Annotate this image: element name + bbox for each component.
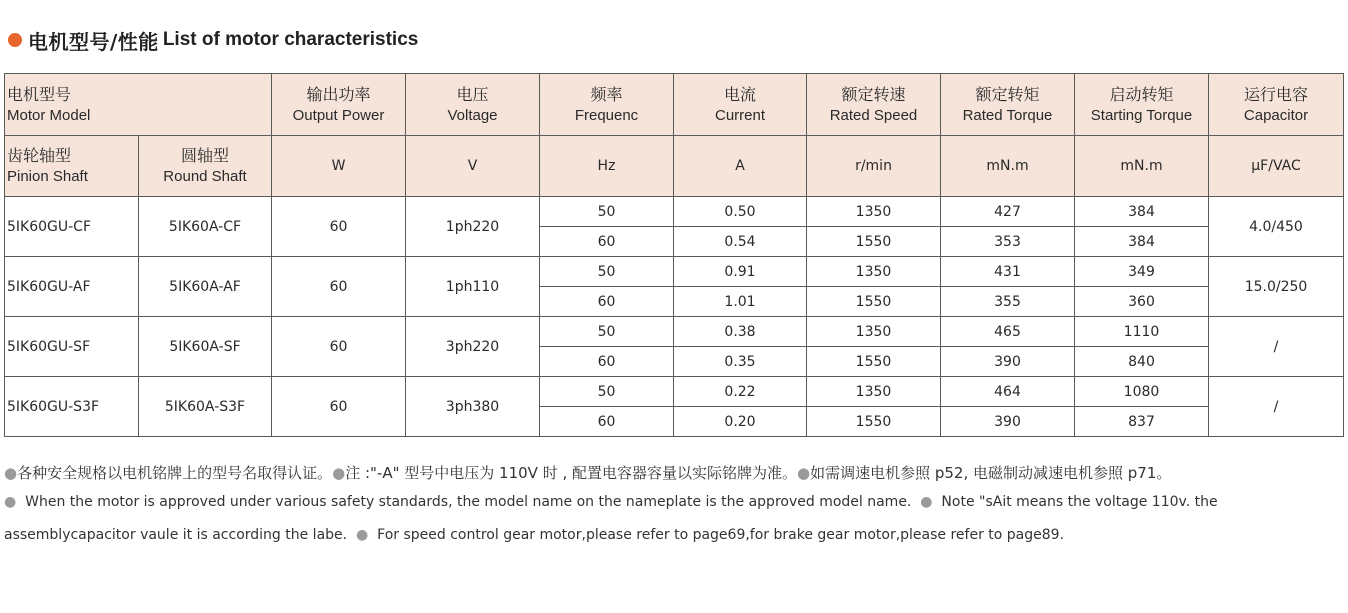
cell-pinion-shaft: 5IK60GU-SF <box>5 317 139 377</box>
cell-voltage: 1ph220 <box>406 197 540 257</box>
cell-starting-torque: 840 <box>1075 347 1209 377</box>
cell-voltage: 3ph220 <box>406 317 540 377</box>
cell-rated-torque: 353 <box>941 227 1075 257</box>
header-row-1 <box>5 74 1344 136</box>
cell-current: 0.20 <box>674 407 807 437</box>
header-output-power: 输出功率 Output Power <box>272 74 406 136</box>
cell-starting-torque: 360 <box>1075 287 1209 317</box>
cell-starting-torque: 837 <box>1075 407 1209 437</box>
header-row-2 <box>5 136 1344 197</box>
cell-starting-torque: 1080 <box>1075 377 1209 407</box>
cell-rated-torque: 427 <box>941 197 1075 227</box>
cell-frequency: 60 <box>540 407 674 437</box>
note-bullet-icon: ● <box>4 494 17 510</box>
unit-starting-torque: mN.m <box>1075 136 1209 197</box>
note-en-3: For speed control gear motor,please refer to page69,for brake gear motor,please refer to page89. <box>377 527 1065 543</box>
note-bullet-icon: ● <box>4 464 18 482</box>
cell-capacitor: 15.0/250 <box>1209 257 1344 317</box>
unit-power: W <box>272 136 406 197</box>
header-rated-speed: 额定转速 Rated Speed <box>807 74 941 136</box>
header-frequency: 频率 Frequenc <box>540 74 674 136</box>
cell-frequency: 50 <box>540 317 674 347</box>
cell-round-shaft: 5IK60A-AF <box>139 257 272 317</box>
cell-frequency: 50 <box>540 377 674 407</box>
cell-round-shaft: 5IK60A-SF <box>139 317 272 377</box>
section-title <box>8 26 418 54</box>
cell-current: 0.38 <box>674 317 807 347</box>
cell-rated-speed: 1550 <box>807 347 941 377</box>
cell-current: 0.22 <box>674 377 807 407</box>
note-zh-2: 注 :"-A" 型号中电压为 110V 时 , 配置电容器容量以实际铭牌为准。 <box>345 464 797 482</box>
cell-current: 0.54 <box>674 227 807 257</box>
header-current: 电流 Current <box>674 74 807 136</box>
cell-frequency: 60 <box>540 347 674 377</box>
cell-starting-torque: 384 <box>1075 197 1209 227</box>
cell-rated-speed: 1350 <box>807 377 941 407</box>
table-row <box>5 257 1344 287</box>
unit-torque: mN.m <box>941 136 1075 197</box>
note-zh-3: 如需调速电机参照 p52, 电磁制动减速电机参照 p71。 <box>810 464 1172 482</box>
cell-output-power: 60 <box>272 377 406 437</box>
cell-starting-torque: 1110 <box>1075 317 1209 347</box>
cell-frequency: 60 <box>540 287 674 317</box>
cell-rated-torque: 465 <box>941 317 1075 347</box>
notes <box>4 461 1344 552</box>
table-row <box>5 197 1344 227</box>
note-bullet-icon: ● <box>332 464 346 482</box>
cell-frequency: 50 <box>540 257 674 287</box>
notes-zh <box>4 461 1344 486</box>
note-bullet-icon: ● <box>356 527 369 543</box>
header-capacitor: 运行电容 Capacitor <box>1209 74 1344 136</box>
cell-rated-torque: 390 <box>941 407 1075 437</box>
cell-frequency: 50 <box>540 197 674 227</box>
table-row <box>5 317 1344 347</box>
note-en-2: Note "sAit means the voltage 110v. the assemblycapacitor vaule it is according the labe. <box>4 494 1218 543</box>
cell-voltage: 1ph110 <box>406 257 540 317</box>
note-zh-1: 各种安全规格以电机铭牌上的型号名取得认证。 <box>17 464 333 482</box>
cell-rated-speed: 1550 <box>807 287 941 317</box>
cell-rated-speed: 1350 <box>807 197 941 227</box>
bullet-dot-icon <box>8 33 22 47</box>
cell-current: 0.91 <box>674 257 807 287</box>
table-row <box>5 377 1344 407</box>
note-en-1: When the motor is approved under various safety standards, the model name on the nameplate is the approved model name. <box>25 494 912 510</box>
cell-pinion-shaft: 5IK60GU-CF <box>5 197 139 257</box>
cell-rated-torque: 464 <box>941 377 1075 407</box>
unit-speed: r/min <box>807 136 941 197</box>
title-en: List of motor characteristics <box>162 29 419 50</box>
cell-rated-torque: 431 <box>941 257 1075 287</box>
unit-frequency: Hz <box>540 136 674 197</box>
cell-rated-speed: 1550 <box>807 227 941 257</box>
cell-starting-torque: 349 <box>1075 257 1209 287</box>
unit-capacitor: μF/VAC <box>1209 136 1344 197</box>
header-round-shaft: 圆轴型 Round Shaft <box>139 136 272 197</box>
cell-capacitor: / <box>1209 377 1344 437</box>
note-bullet-icon: ● <box>797 464 811 482</box>
cell-output-power: 60 <box>272 197 406 257</box>
header-voltage: 电压 Voltage <box>406 74 540 136</box>
cell-rated-speed: 1350 <box>807 317 941 347</box>
header-starting-torque: 启动转矩 Starting Torque <box>1075 74 1209 136</box>
cell-output-power: 60 <box>272 257 406 317</box>
cell-current: 1.01 <box>674 287 807 317</box>
title-zh: 电机型号/性能 <box>28 29 159 54</box>
cell-rated-speed: 1350 <box>807 257 941 287</box>
motor-spec-table <box>4 73 1344 437</box>
cell-voltage: 3ph380 <box>406 377 540 437</box>
note-bullet-icon: ● <box>920 494 933 510</box>
cell-frequency: 60 <box>540 227 674 257</box>
cell-rated-torque: 355 <box>941 287 1075 317</box>
header-rated-torque: 额定转矩 Rated Torque <box>941 74 1075 136</box>
cell-starting-torque: 384 <box>1075 227 1209 257</box>
cell-pinion-shaft: 5IK60GU-AF <box>5 257 139 317</box>
cell-round-shaft: 5IK60A-CF <box>139 197 272 257</box>
unit-voltage: V <box>406 136 540 197</box>
unit-current: A <box>674 136 807 197</box>
cell-capacitor: / <box>1209 317 1344 377</box>
cell-rated-speed: 1550 <box>807 407 941 437</box>
cell-current: 0.50 <box>674 197 807 227</box>
cell-output-power: 60 <box>272 317 406 377</box>
cell-round-shaft: 5IK60A-S3F <box>139 377 272 437</box>
cell-current: 0.35 <box>674 347 807 377</box>
notes-en <box>4 486 1344 552</box>
header-motor-model: 电机型号 Motor Model <box>5 74 272 136</box>
cell-capacitor: 4.0/450 <box>1209 197 1344 257</box>
cell-pinion-shaft: 5IK60GU-S3F <box>5 377 139 437</box>
header-pinion-shaft: 齿轮轴型 Pinion Shaft <box>5 136 139 197</box>
cell-rated-torque: 390 <box>941 347 1075 377</box>
